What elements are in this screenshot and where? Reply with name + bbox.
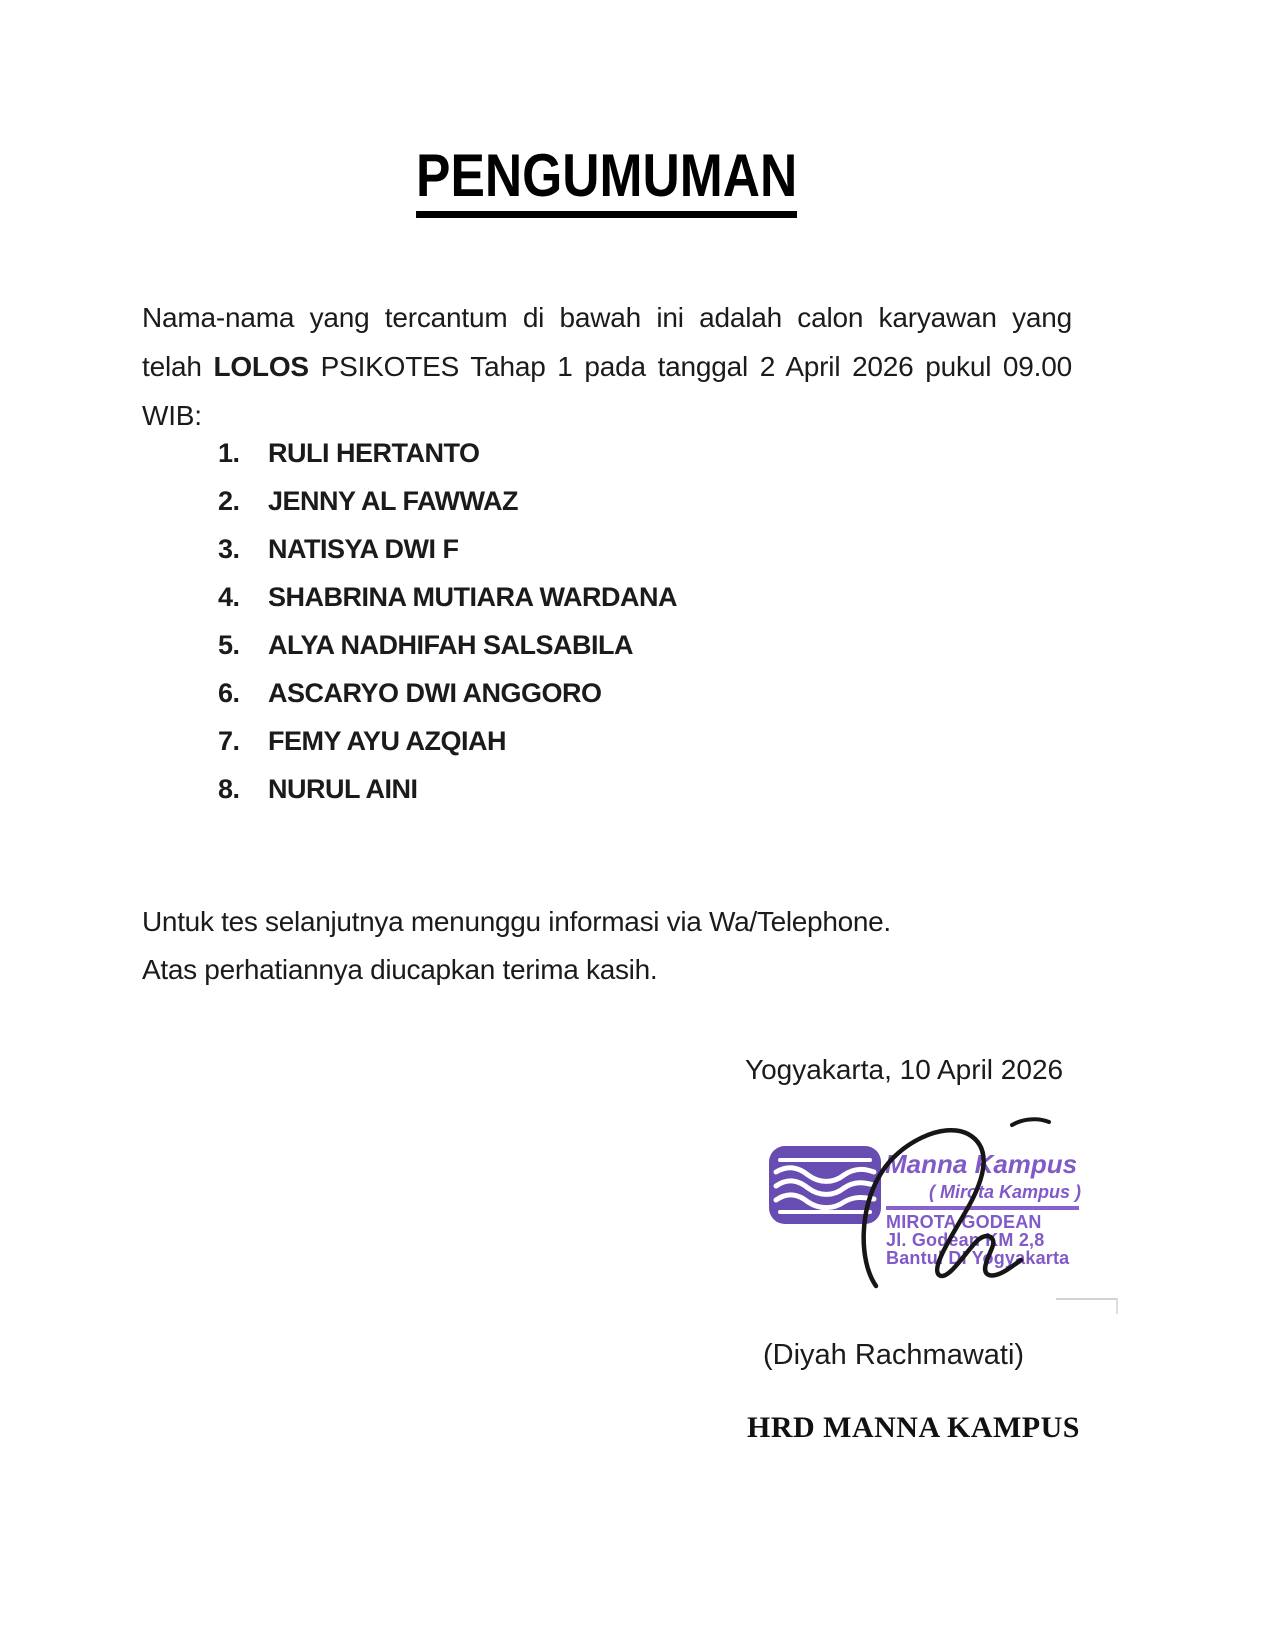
candidate-number: 7.: [218, 726, 240, 756]
closing-paragraph: [142, 898, 891, 994]
candidate-number: 5.: [218, 630, 240, 660]
candidate-row: [142, 630, 677, 678]
candidate-number: 2.: [218, 486, 240, 516]
intro-line2-pre: telah: [142, 351, 214, 382]
candidate-name: RULI HERTANTO: [268, 438, 480, 468]
candidate-number: 4.: [218, 582, 240, 612]
intro-line-3: WIB:: [142, 400, 202, 431]
intro-line2-bold: LOLOS: [213, 351, 309, 382]
candidate-number: 8.: [218, 774, 240, 804]
candidate-name: SHABRINA MUTIARA WARDANA: [268, 582, 677, 612]
closing-line-1: Untuk tes selanjutnya menunggu informasi via Wa/Telephone.: [142, 906, 891, 937]
candidate-name: ASCARYO DWI ANGGORO: [268, 678, 602, 708]
candidate-number: 1.: [218, 438, 240, 468]
title-block: [142, 142, 1072, 218]
company-stamp: [700, 1085, 1130, 1325]
candidate-row: [142, 774, 677, 822]
stamp-company-name: Manna Kampus: [885, 1149, 1078, 1179]
candidate-row: [142, 726, 677, 774]
signer-name: (Diyah Rachmawati): [763, 1339, 1025, 1371]
candidate-number: 3.: [218, 534, 240, 564]
candidate-list: [142, 438, 677, 822]
intro-line-1: Nama-nama yang tercantum di bawah ini adalah calon karyawan yang: [142, 302, 1072, 333]
candidate-row: [142, 438, 677, 486]
intro-paragraph: [142, 293, 1072, 440]
candidate-row: [142, 534, 677, 582]
candidate-row: [142, 582, 677, 630]
stamp-address-2: Bantul DI Yogyakarta: [886, 1248, 1070, 1268]
candidate-name: JENNY AL FAWWAZ: [268, 486, 519, 516]
stamp-branch: MIROTA GODEAN: [886, 1212, 1042, 1232]
scan-artifact: [1056, 1298, 1118, 1314]
candidate-name: NURUL AINI: [268, 774, 418, 804]
signer-title: HRD MANNA KAMPUS: [747, 1411, 1080, 1444]
place-date: Yogyakarta, 10 April 2026: [745, 1054, 1064, 1085]
stamp-alias: ( Mirota Kampus ): [928, 1182, 1081, 1202]
candidate-name: FEMY AYU AZQIAH: [268, 726, 507, 756]
candidate-row: [142, 678, 677, 726]
candidate-number: 6.: [218, 678, 240, 708]
intro-line-2: [142, 342, 1072, 391]
closing-line-2: Atas perhatiannya diucapkan terima kasih.: [142, 954, 658, 985]
intro-line2-post: PSIKOTES Tahap 1 pada tanggal 2 April 2026 pukul 09.00: [308, 351, 1073, 382]
candidate-row: [142, 486, 677, 534]
stamp-address-1: Jl. Godean KM 2,8: [886, 1230, 1045, 1250]
handwritten-signature: [700, 1085, 1130, 1325]
page-title: PENGUMUMAN: [416, 146, 797, 218]
candidate-name: NATISYA DWI F: [268, 534, 459, 564]
candidate-name: ALYA NADHIFAH SALSABILA: [268, 630, 634, 660]
